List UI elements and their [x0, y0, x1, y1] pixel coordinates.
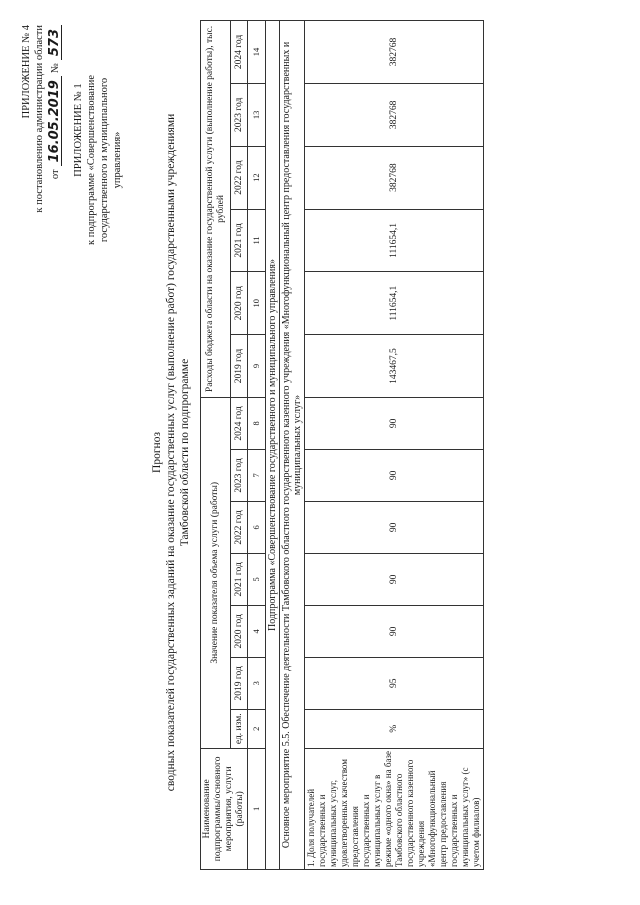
year-header: 2024 год [231, 21, 248, 84]
measure-title: Основное мероприятие 5.5. Обеспечение деятельности Тамбовского областного государственного казенного учреждения «Многофункциональный центр предоставления государственных и муниципальных услуг» [280, 21, 305, 870]
subprogram-line2: государственного и муниципального [99, 77, 110, 243]
column-number: 9 [248, 335, 266, 398]
volume-value: 90 [305, 397, 484, 449]
year-header: 2019 год [231, 657, 248, 709]
budget-value: 143467,5 [305, 335, 484, 398]
volume-value: 95 [305, 657, 484, 709]
document-title [150, 50, 192, 855]
table-header-row [201, 21, 231, 870]
column-number: 12 [248, 146, 266, 209]
year-header: 2024 год [231, 397, 248, 449]
budget-group-header: Расходы бюджета области на оказание государственной услуги (выполнение работы), тыс. рублей [201, 21, 231, 398]
subprogram-header [72, 45, 124, 275]
column-number: 2 [248, 709, 266, 748]
column-number: 3 [248, 657, 266, 709]
column-number: 13 [248, 83, 266, 146]
year-header: 2022 год [231, 501, 248, 553]
year-header: 2021 год [231, 209, 248, 272]
unit-header: ед. изм. [231, 709, 248, 748]
number-label: № [50, 63, 61, 74]
indicator-name: 1. Доля получателей государственных и муниципальных услуг, удовлетворенных качеством предоставления государственных и муниципальных услуг в режиме «одного окна» на базе Тамбовского областного государственного казенного учреждения «Многофункциональный центр предоставления государственных и муниципальных услуг» (с учетом филиалов) [305, 748, 484, 869]
title-line3: Тамбовской области по подпрограмме [179, 358, 191, 547]
column-numbers-row [248, 21, 266, 870]
year-header: 2020 год [231, 605, 248, 657]
handwritten-date: 16.05.2019 [48, 76, 62, 166]
subprogram-row [266, 21, 280, 870]
volume-value: 90 [305, 605, 484, 657]
budget-value: 382768 [305, 146, 484, 209]
column-number: 7 [248, 449, 266, 501]
year-header: 2023 год [231, 449, 248, 501]
budget-value: 382768 [305, 21, 484, 84]
measure-row [280, 21, 305, 870]
year-header: 2020 год [231, 272, 248, 335]
budget-value: 111654,1 [305, 272, 484, 335]
subprogram-line3: управления» [112, 131, 123, 189]
decree-header [20, 25, 62, 285]
title-line1: Прогноз [151, 432, 163, 473]
column-number: 5 [248, 553, 266, 605]
title-line2: сводных показателей государственных заданий на оказание государственных услуг (выполнение работ) государственными учреждениями [165, 113, 177, 792]
column-number: 1 [248, 748, 266, 869]
table-row [305, 21, 484, 870]
column-number: 11 [248, 209, 266, 272]
handwritten-number: 573 [48, 25, 62, 60]
from-label: от [50, 169, 61, 180]
volume-value: 90 [305, 553, 484, 605]
year-header: 2023 год [231, 83, 248, 146]
decree-date-number [48, 25, 62, 285]
decree-label: к постановлению администрации области [34, 25, 45, 213]
year-header: 2019 год [231, 335, 248, 398]
budget-value: 382768 [305, 83, 484, 146]
year-header: 2022 год [231, 146, 248, 209]
volume-value: 90 [305, 501, 484, 553]
column-number: 4 [248, 605, 266, 657]
appendix4-label: ПРИЛОЖЕНИЕ № 4 [21, 25, 32, 119]
volume-value: 90 [305, 449, 484, 501]
indicator-unit: % [305, 709, 484, 748]
year-header: 2021 год [231, 553, 248, 605]
column-number: 14 [248, 21, 266, 84]
subprogram-title: Подпрограмма «Совершенствование государственного и муниципального управления» [266, 21, 280, 870]
appendix1-label: ПРИЛОЖЕНИЕ № 1 [73, 83, 84, 177]
column-number: 10 [248, 272, 266, 335]
budget-value: 111654,1 [305, 209, 484, 272]
col-name-header: Наименование подпрограммы/основного мероприятия, услуги (работы) [201, 748, 248, 869]
table-subheader-row [231, 21, 248, 870]
volume-group-header: Значение показателя объема услуги (работы) [201, 397, 231, 748]
column-number: 6 [248, 501, 266, 553]
column-number: 8 [248, 397, 266, 449]
subprogram-line1: к подпрограмме «Совершенствование [86, 75, 97, 245]
forecast-table [200, 20, 484, 870]
